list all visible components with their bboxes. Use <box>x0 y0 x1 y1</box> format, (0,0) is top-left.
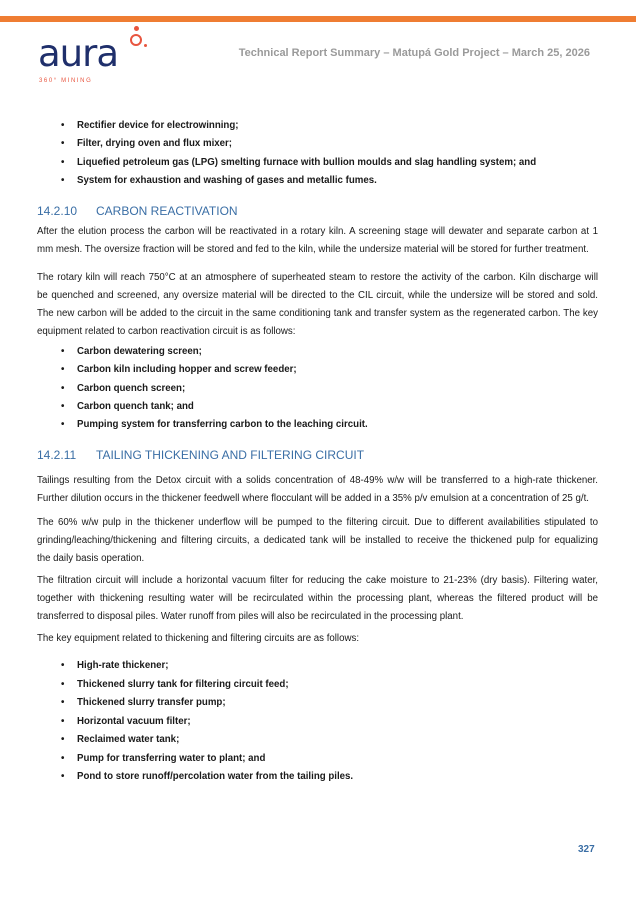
paragraph-line: equipment related to carbon reactivation circuit is as follows: <box>37 326 296 337</box>
bullet-text: Horizontal vacuum filter; <box>77 716 191 727</box>
bullet-text: Pumping system for transferring carbon to the leaching circuit. <box>77 419 368 430</box>
bullet-text: Reclaimed water tank; <box>77 734 180 745</box>
paragraph-line: transferred to disposal piles. Water runoff from piles will also be recirculated in the processing plant. <box>37 611 464 622</box>
section-number: 14.2.10 <box>37 204 78 218</box>
bullet-icon: • <box>61 660 65 671</box>
bullet-icon: • <box>61 771 65 782</box>
bullet-icon: • <box>61 157 65 168</box>
section-number: 14.2.11 <box>37 448 77 462</box>
bullet-icon: • <box>61 346 65 357</box>
section-title: TAILING THICKENING AND FILTERING CIRCUIT <box>96 448 365 462</box>
bullet-text: Carbon quench tank; and <box>77 401 194 412</box>
paragraph <box>37 223 598 259</box>
paragraph-line: Further dilution occurs in the thickener feedwell where flocculant will be added in a 35% p/v emulsion at a concentration of 25 g/t. <box>37 493 589 504</box>
paragraph <box>37 572 598 626</box>
header-accent-bar <box>0 16 636 22</box>
paragraph-line: The 60% w/w pulp in the thickener underflow will be pumped to the filtering circuit. Due to different availabilities stipulated to <box>37 517 598 528</box>
bullet-text: Pump for transferring water to plant; and <box>77 753 266 764</box>
bullet-text: Carbon dewatering screen; <box>77 346 202 357</box>
bullet-text: Carbon kiln including hopper and screw feeder; <box>77 364 297 375</box>
paragraph-line: The new carbon will be added to the circuit in the same conditioning tank and transfer system as the regenerated carbon. The key <box>37 308 598 319</box>
bullet-text: System for exhaustion and washing of gases and metallic fumes. <box>77 175 377 186</box>
section-title: CARBON REACTIVATION <box>96 204 238 218</box>
page-number: 327 <box>578 844 595 855</box>
logo-subtitle: 360° MINING <box>39 78 93 84</box>
logo-wordmark: aura <box>38 32 119 75</box>
bullet-icon: • <box>61 679 65 690</box>
paragraph-line: be quenched and screened, any oversize material will be directed to the CIL circuit, while the undersize will be stored and sold. <box>37 290 598 301</box>
bullet-text: Filter, drying oven and flux mixer; <box>77 138 233 149</box>
paragraph-line: Tailings resulting from the Detox circuit with a solids concentration of 48-49% w/w will be transferred to a high-rate thickener. <box>37 475 598 486</box>
logo-dot <box>144 44 147 47</box>
bullet-icon: • <box>61 419 65 430</box>
bullet-text: Pond to store runoff/percolation water from the tailing piles. <box>77 771 354 782</box>
paragraph <box>37 630 598 648</box>
bullet-text: High-rate thickener; <box>77 660 169 671</box>
paragraph-line: the daily basis operation. <box>37 553 145 564</box>
bullet-icon: • <box>61 716 65 727</box>
bullet-text: Liquefied petroleum gas (LPG) smelting furnace with bullion moulds and slag handling system; and <box>77 157 537 168</box>
logo-dot <box>134 26 139 31</box>
bullet-text: Thickened slurry transfer pump; <box>77 697 226 708</box>
bullet-text: Thickened slurry tank for filtering circuit feed; <box>77 679 289 690</box>
bullet-icon: • <box>61 364 65 375</box>
bullet-text: Rectifier device for electrowinning; <box>77 120 239 131</box>
bullet-icon: • <box>61 383 65 394</box>
paragraph-line: The key equipment related to thickening and filtering circuits are as follows: <box>37 633 360 644</box>
logo-ring <box>130 34 142 46</box>
bullet-icon: • <box>61 120 65 131</box>
bullet-text: Carbon quench screen; <box>77 383 186 394</box>
paragraph-line: mm mesh. The oversize fraction will be stored and fed to the kiln, while the undersize material will be stored for further treatment. <box>37 244 589 255</box>
aura-logo <box>38 24 168 88</box>
bullet-icon: • <box>61 401 65 412</box>
paragraph-line: together with thickening resulting water will be recirculated within the processing plant, whereas the filtered product will be <box>37 593 598 604</box>
paragraph-line: The filtration circuit will include a horizontal vacuum filter for reducing the cake moisture to 21-23% (dry basis). Filtering water, <box>37 575 598 586</box>
bullet-icon: • <box>61 175 65 186</box>
bullet-icon: • <box>61 138 65 149</box>
bullet-icon: • <box>61 753 65 764</box>
paragraph-line: After the elution process the carbon will be reactivated in a rotary kiln. A screening stage will dewater and separate carbon at 1 <box>37 226 598 237</box>
paragraph <box>37 514 598 568</box>
paragraph-line: The rotary kiln will reach 750°C at an atmosphere of superheated steam to restore the activity of the carbon. Kiln discharge will <box>37 272 598 283</box>
report-header-title: Technical Report Summary – Matupá Gold Project – March 25, 2026 <box>238 47 590 59</box>
bullet-icon: • <box>61 697 65 708</box>
paragraph <box>37 472 598 508</box>
paragraph <box>37 269 598 341</box>
bullet-icon: • <box>61 734 65 745</box>
paragraph-line: grinding/leaching/thickening and filtering circuits, a dedicated tank will be installed to receive the thickened pulp for equalizing <box>37 535 598 546</box>
